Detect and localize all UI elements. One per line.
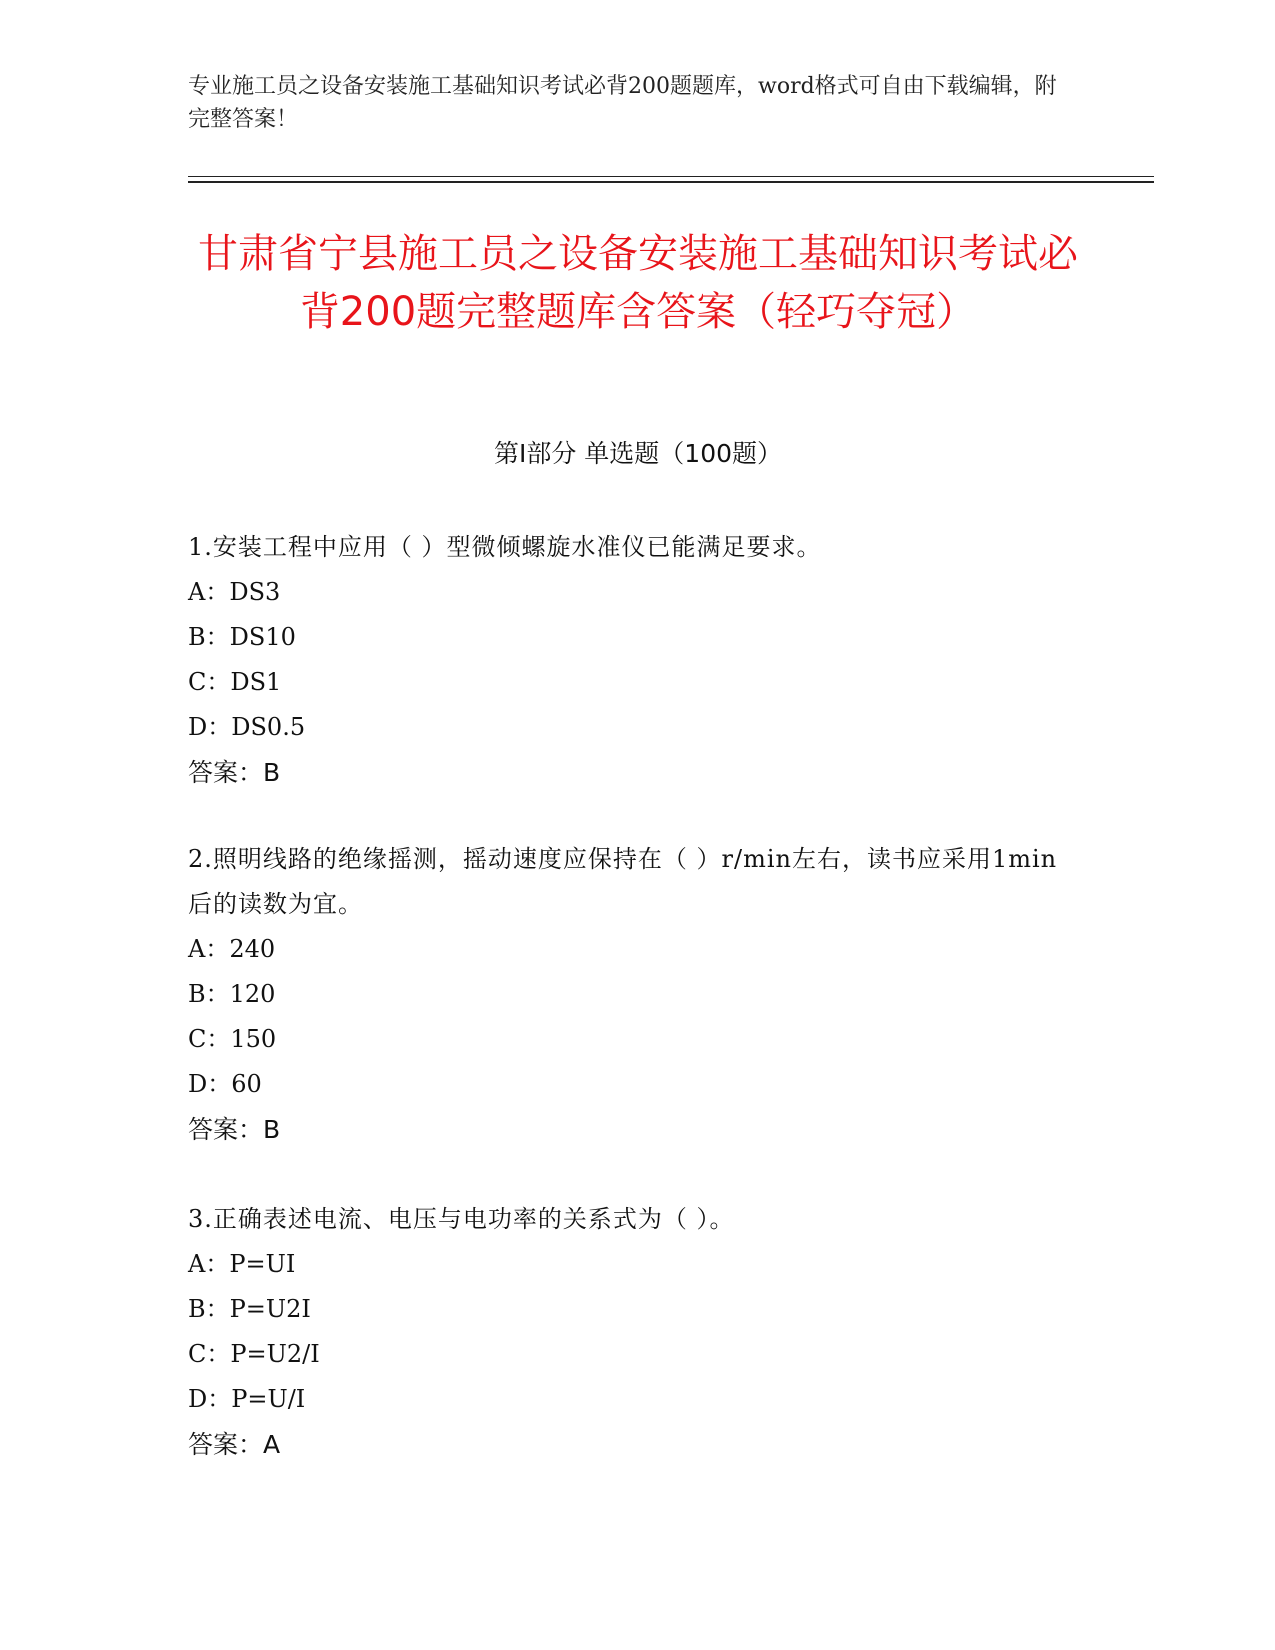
- document-title: 甘肃省宁县施工员之设备安装施工基础知识考试必背200题完整题库含答案（轻巧夺冠）: [198, 231, 1078, 335]
- option-b: B：P=U2I: [188, 1295, 311, 1323]
- question-3: [188, 1197, 1068, 1467]
- answer: 答案：A: [188, 1430, 281, 1459]
- header-note: 专业施工员之设备安装施工基础知识考试必背200题题库，word格式可自由下载编辑，附完整答案！: [188, 74, 1057, 132]
- option-d: D：DS0.5: [188, 713, 306, 741]
- header-divider-thin: [188, 176, 1154, 177]
- option-a: A：240: [188, 935, 276, 963]
- question-stem: 2.照明线路的绝缘摇测，摇动速度应保持在（ ）r/min左右，读书应采用1min后的读数为宜。: [188, 845, 1058, 918]
- question-stem: 3.正确表述电流、电压与电功率的关系式为（ ）。: [188, 1205, 735, 1233]
- option-d: D：P=U/I: [188, 1385, 306, 1413]
- option-c: C：150: [188, 1025, 277, 1053]
- answer: 答案：B: [188, 1115, 281, 1144]
- option-c: C：P=U2/I: [188, 1340, 320, 1368]
- header-divider-thick: [188, 181, 1154, 183]
- question-2: [188, 837, 1068, 1152]
- question-1: [188, 525, 1068, 795]
- option-d: D：60: [188, 1070, 262, 1098]
- option-c: C：DS1: [188, 668, 282, 696]
- option-b: B：DS10: [188, 623, 296, 651]
- answer: 答案：B: [188, 758, 281, 787]
- option-b: B：120: [188, 980, 276, 1008]
- option-a: A：P=UI: [188, 1250, 296, 1278]
- section-title: 第Ⅰ部分 单选题（100题）: [493, 439, 783, 468]
- question-stem: 1.安装工程中应用（ ）型微倾螺旋水准仪已能满足要求。: [188, 533, 822, 561]
- option-a: A：DS3: [188, 578, 281, 606]
